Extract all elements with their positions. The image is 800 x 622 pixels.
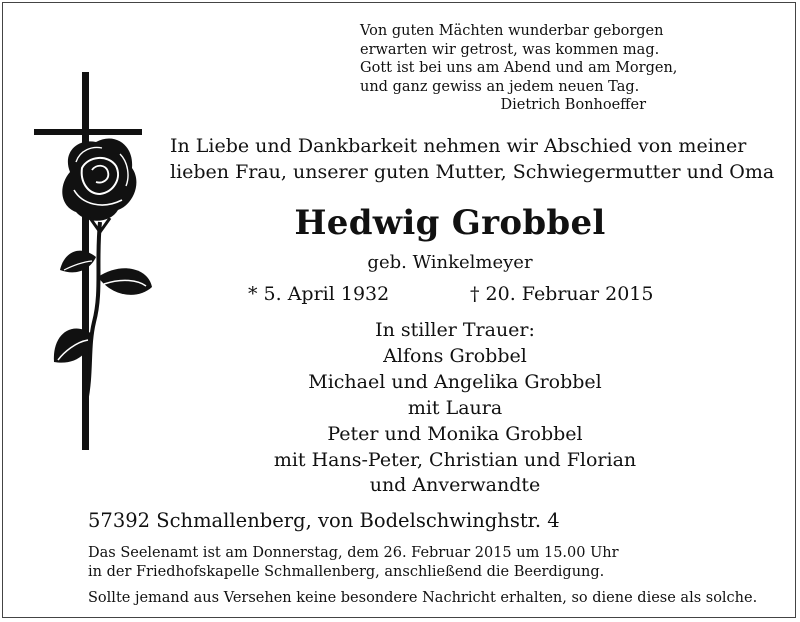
notice-line: Das Seelenamt ist am Donnerstag, dem 26. Februar 2015 um 15.00 Uhr — [88, 545, 619, 561]
service-notice — [88, 544, 778, 608]
poem-line: erwarten wir getrost, was kommen mag. — [360, 41, 660, 58]
birth-date: * 5. April 1932 — [248, 283, 390, 305]
poem-quote — [360, 22, 690, 115]
family-address: 57392 Schmallenberg, von Bodelschwinghstr. 4 — [88, 509, 560, 532]
death-date: † 20. Februar 2015 — [470, 283, 654, 305]
poem-line: Gott ist bei uns am Abend und am Morgen, — [360, 60, 678, 77]
mourner-line: mit Hans-Peter, Christian und Florian — [273, 448, 637, 471]
mourners-list — [205, 318, 705, 499]
notice-line: in der Friedhofskapelle Schmallenberg, anschließend die Beerdigung. — [88, 564, 605, 580]
cross-with-rose-icon — [30, 72, 160, 452]
mourners-heading: In stiller Trauer: — [375, 319, 535, 341]
maiden-name: geb. Winkelmeyer — [367, 252, 533, 273]
intro-line: In Liebe und Dankbarkeit nehmen wir Abschied von meiner — [170, 135, 747, 157]
intro-text — [170, 133, 775, 185]
mourner-line: und Anverwandte — [369, 474, 541, 497]
mourner-line: Alfons Grobbel — [383, 344, 527, 367]
intro-line: lieben Frau, unserer guten Mutter, Schwiegermutter und Oma — [170, 161, 775, 183]
poem-line: und ganz gewiss an jedem neuen Tag. — [360, 78, 640, 95]
notice-line: Sollte jemand aus Versehen keine besondere Nachricht erhalten, so diene diese als solche. — [88, 590, 758, 606]
deceased-name: Hedwig Grobbel — [294, 203, 606, 243]
poem-author: Dietrich Bonhoeffer — [500, 97, 646, 114]
mourner-line: Peter und Monika Grobbel — [327, 422, 583, 445]
mourner-line: mit Laura — [407, 396, 503, 419]
mourner-line: Michael und Angelika Grobbel — [308, 370, 602, 393]
poem-line: Von guten Mächten wunderbar geborgen — [360, 23, 664, 39]
